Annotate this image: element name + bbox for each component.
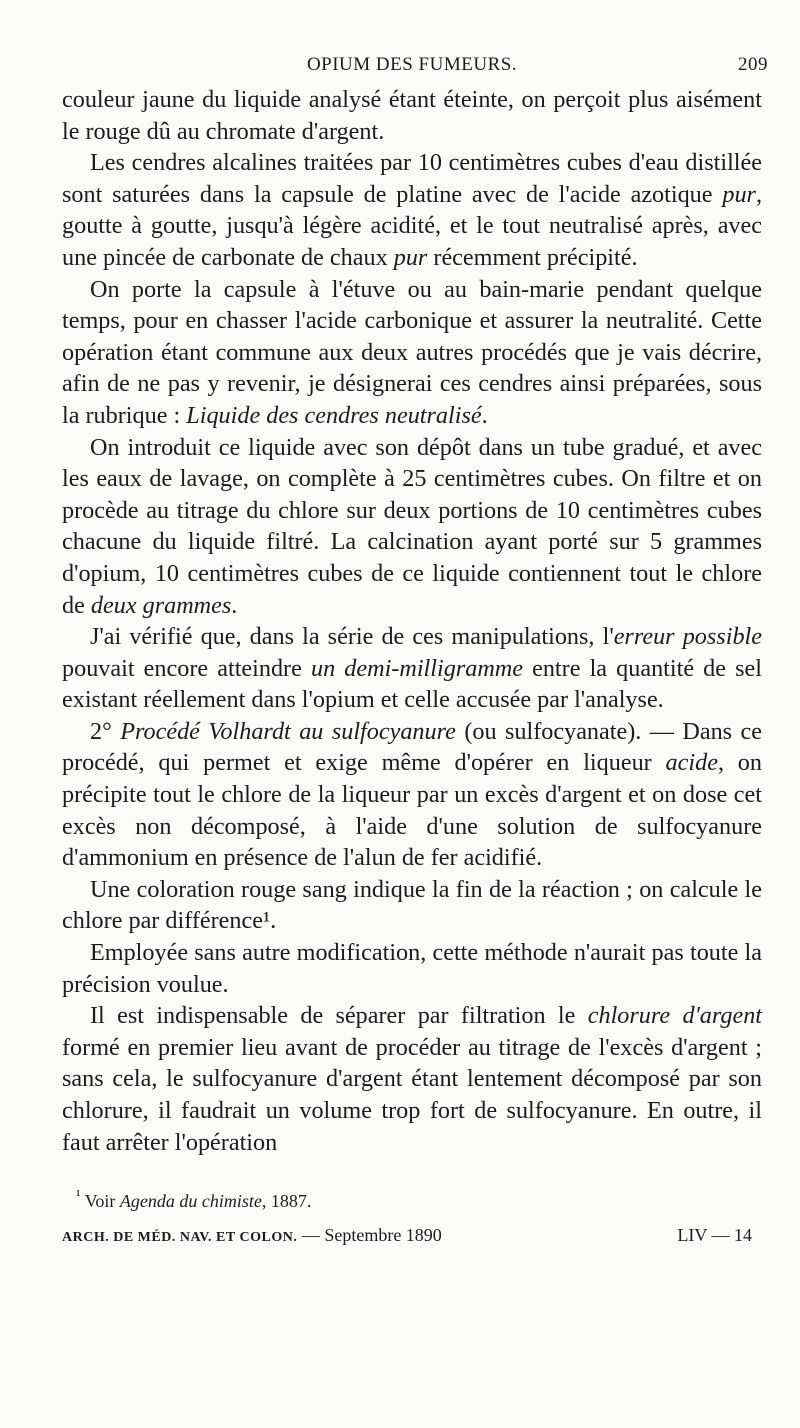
footnote-mark: ¹ xyxy=(76,1188,81,1205)
footnote xyxy=(76,1184,762,1213)
paragraph: On porte la capsule à l'étuve ou au bain-marie pendant quelque temps, pour en chasser l'acide carbonique et assurer la neutralité. Cette opération étant commune aux deux autres procédés que je vais décrire, afin de ne pas y revenir, je désignerai ces cendres ainsi préparées, sous la rubrique : Liquide des cendres neutralisé. xyxy=(62,275,762,429)
footnote-after: , 1887. xyxy=(261,1191,312,1212)
paragraph: On introduit ce liquide avec son dépôt dans un tube gradué, et avec les eaux de lavage, on complète à 25 centimètres cubes. On filtre et on procède au titrage du chlore sur deux portions de 10 centimètres cubes chacune du liquide filtré. La calcination ayant porté sur 5 grammes d'opium, 10 centimètres cubes de ce liquide contiennent tout le chlore de deux grammes. xyxy=(62,433,762,619)
running-title: OPIUM DES FUMEURS. xyxy=(306,54,518,75)
running-header xyxy=(62,50,768,80)
paragraph: 2° Procédé Volhardt au sulfocyanure (ou sulfocyanate). — Dans ce procédé, qui permet et exige même d'opérer en liqueur acide, on précipite tout le chlore de la liqueur par un excès d'argent et on dose cet excès non décomposé, à l'aide d'une solution de sulfocyanure d'ammonium en présence de l'alun de fer acidifié. xyxy=(62,717,762,872)
paragraph: couleur jaune du liquide analysé étant éteinte, on perçoit plus aisément le rouge dû au chromate d'argent. xyxy=(62,86,762,145)
paragraph: J'ai vérifié que, dans la série de ces manipulations, l'erreur possible pouvait encore atteindre un demi-milligramme entre la quantité de sel existant réellement dans l'opium et celle accusée par l'analyse. xyxy=(62,623,762,714)
paragraph: Il est indispensable de séparer par filtration le chlorure d'argent formé en premier lieu avant de procéder au titrage de l'excès d'argent ; sans cela, le sulfocyanure d'argent étant lentement décomposé par son chlorure, il faudrait un volume trop fort de sulfocyanure. En outre, il faut arrêter l'opération xyxy=(62,1002,763,1156)
page-number: 209 xyxy=(738,54,768,75)
body-text xyxy=(62,84,762,1158)
footer-journal xyxy=(62,1225,442,1246)
paragraph: Les cendres alcalines traitées par 10 centimètres cubes d'eau distillée sont saturées dans la capsule de platine avec de l'acide azotique pur, goutte à goutte, jusqu'à légère acidité, et le tout neutralisé après, avec une pincée de carbonate de chaux pur récemment précipité. xyxy=(62,149,762,271)
page-footer xyxy=(62,1225,762,1246)
footnote-text: Voir xyxy=(84,1191,120,1212)
paragraph: Une coloration rouge sang indique la fin de la réaction ; on calcule le chlore par différence¹. xyxy=(62,875,762,935)
signature-mark: LIV — 14 xyxy=(677,1225,752,1246)
page xyxy=(62,50,768,1246)
footnote-title: Agenda du chimiste xyxy=(119,1191,262,1212)
journal-abbrev: ARCH. DE MÉD. NAV. ET COLON. xyxy=(62,1230,298,1246)
paragraph: Employée sans autre modification, cette méthode n'aurait pas toute la précision voulue. xyxy=(62,939,762,998)
footer-date: — Septembre 1890 xyxy=(297,1225,442,1246)
